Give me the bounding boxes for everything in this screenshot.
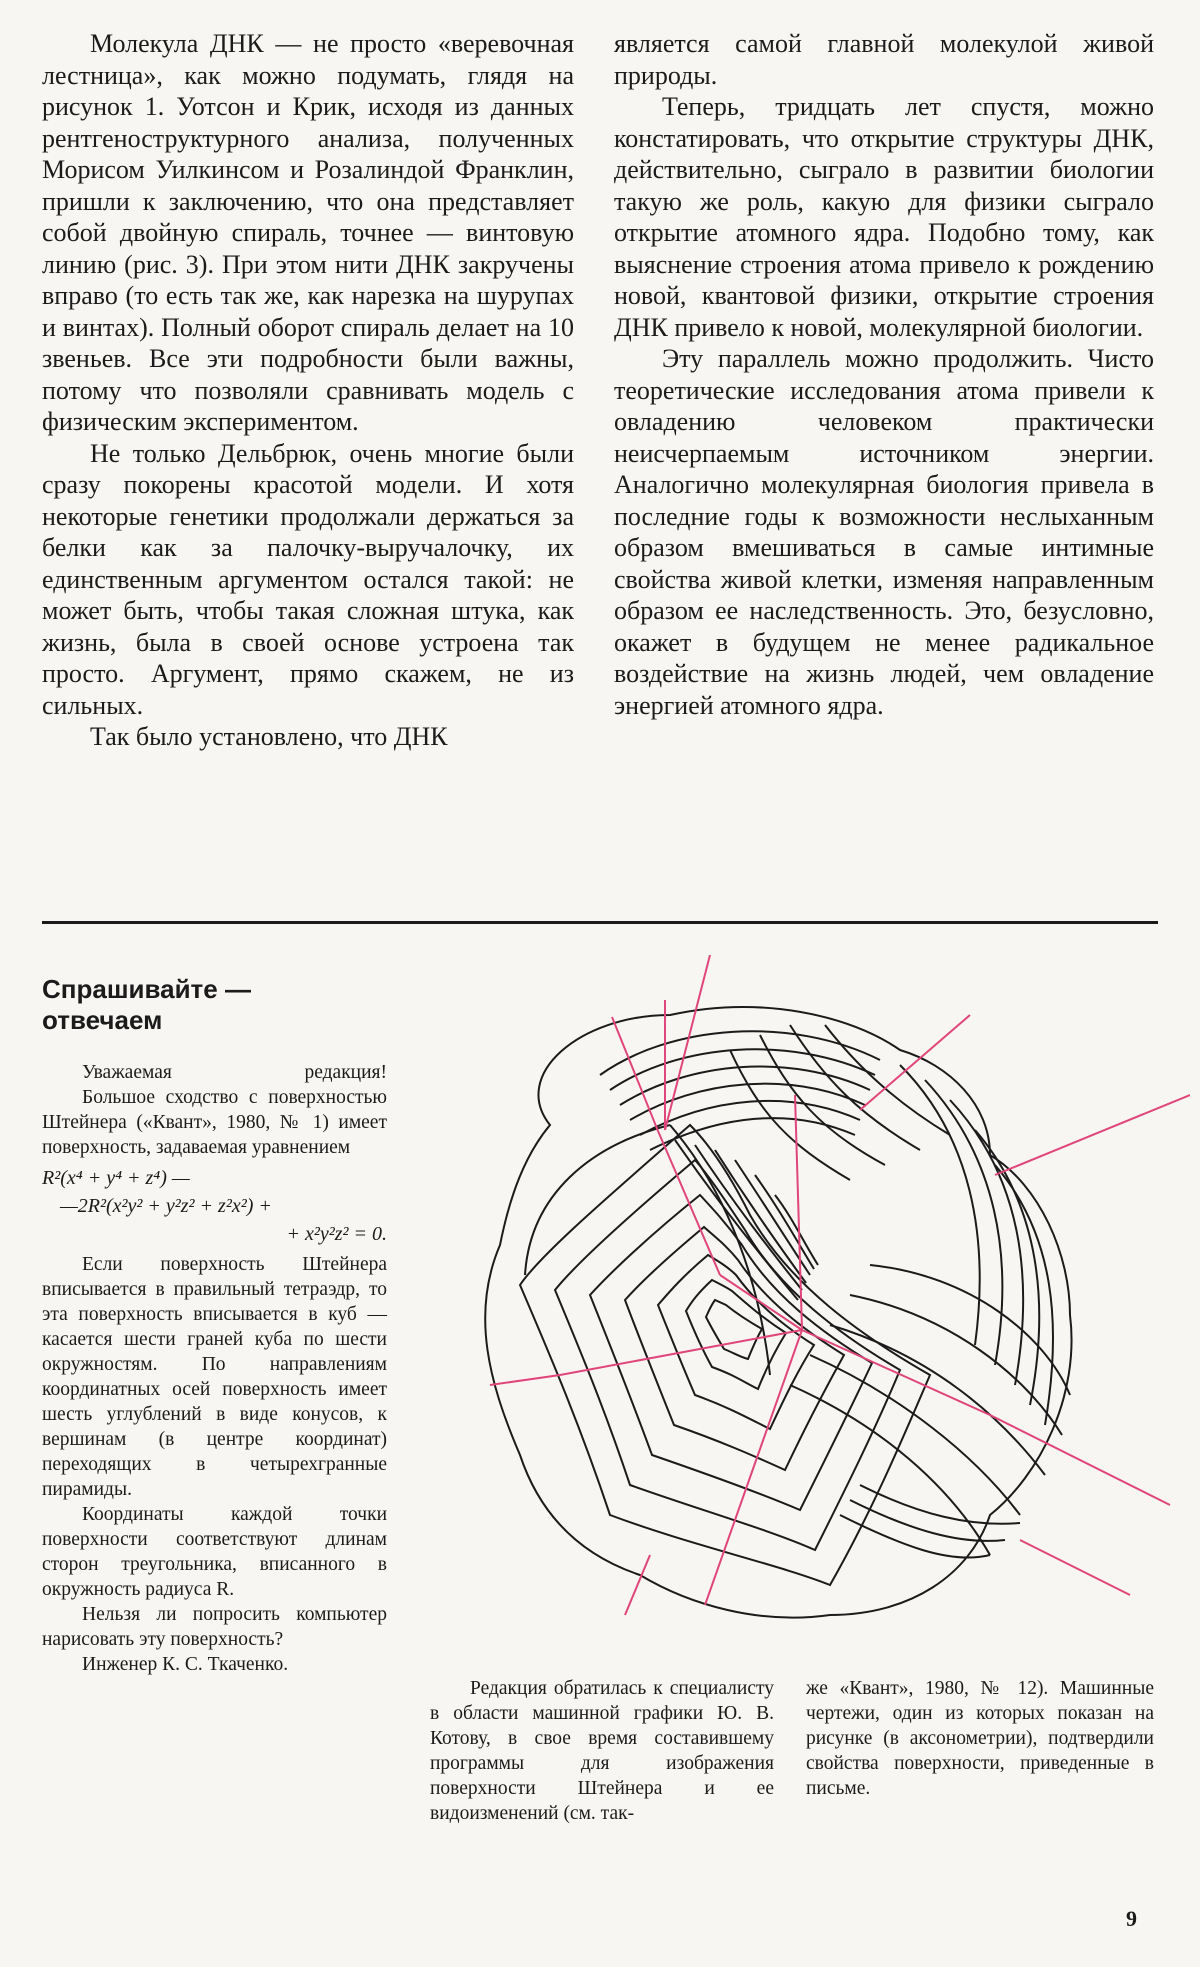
surface-outline (485, 1007, 1071, 1618)
section-divider (42, 921, 1158, 924)
section-heading-line: отвечаем (42, 1005, 163, 1035)
axis-line (560, 1330, 802, 1375)
article-paragraph: Эту параллель можно продолжить. Чисто теоретические исследования атома привели к овладению человеком практически неисчерпаемым источником энергии. Аналогично молекулярная биология привела в последние годы к возможности неслыханным образом вмешиваться в самые интимные свойства живой клетки, изменяя направленным образом ее наследственность. Это, безусловно, окажет в будущем не менее радикальное воздействие на жизнь людей, чем овладение энергией атомного ядра. (614, 344, 1154, 720)
letter-greeting: Уважаемая редакция! (82, 1062, 387, 1083)
axis-line (612, 1017, 658, 1131)
article-paragraph: Молекула ДНК — не просто «веревочная лестница», как можно подумать, глядя на рисунок 1. Уотсон и Крик, исходя из данных рентгеноструктурного анализа, полученных Морисом Уилкинсом и Розалиндой Франклин, пришли к заключению, что она представляет собой двойную спираль, точнее — винтовую линию (рис. 3). При этом нити ДНК закручены вправо (то есть так же, как нарезка на шурупах и винтах). Полный оборот спираль делает на 10 звеньев. Все эти подробности были важны, потому что позволяли сравнивать модель с физическим экспериментом. (42, 29, 574, 436)
section-heading-line: Спрашивайте — (42, 974, 251, 1004)
axis-line (625, 1555, 650, 1615)
figure-caption-part2 (806, 1676, 1154, 1801)
caption-text: же «Квант», 1980, № 12). Машинные чертежи, один из которых показан на рисунке (в аксонометрии), подтвердили свойства поверхности, приведенные в письме. (806, 1678, 1154, 1799)
steiner-surface-figure (430, 955, 1190, 1655)
axis-line (1020, 1540, 1130, 1595)
axis-line (658, 1131, 720, 1275)
figure-caption-part1 (430, 1676, 774, 1826)
page-number: 9 (1126, 1906, 1137, 1931)
letter-signature: Инженер К. С. Ткаченко. (82, 1654, 289, 1675)
axis-line (990, 1415, 1170, 1505)
surface-equation (42, 1164, 387, 1248)
letter-paragraph: Нельзя ли попросить компьютер нарисовать эту поверхность? (42, 1604, 387, 1650)
article-column-left (42, 28, 574, 753)
reader-letter (42, 1060, 387, 1677)
equation-line: —2R²(x²y² + y²z² + z²x²) + (60, 1195, 272, 1217)
axis-line (860, 1015, 970, 1110)
letter-paragraph: Большое сходство с поверхностью Штейнера («Квант», 1980, № 1) имеет поверхность, задаваемая уравнением (42, 1087, 387, 1158)
article-paragraph: Теперь, тридцать лет спустя, можно констатировать, что открытие структуры ДНК, действительно, сыграло в развитии биологии такую же роль, какую для физики сыграло открытие атомного ядра. Подобно тому, как выяснение строения атома привело к рождению новой, квантовой физики, открытие строения ДНК привело к новой, молекулярной биологии. (614, 92, 1154, 342)
article-paragraph: Не только Дельбрюк, очень многие были сразу покорены красотой модели. И хотя некоторые генетики продолжали держаться за белки как за палочку-выручалочку, их единственным аргументом остался такой: не может быть, чтобы такая сложная штука, как жизнь, была в своей основе устроена так просто. Аргумент, прямо скажем, не из сильных. (42, 438, 574, 720)
letter-paragraph: Если поверхность Штейнера вписывается в правильный тетраэдр, то эта поверхность вписывается в куб — касается шести граней куба по шести окружностям. По направлениям координатных осей поверхность имеет шесть углублений в виде конусов, к вершинам (в центре координат) переходящих в четырехгранные пирамиды. (42, 1254, 387, 1500)
caption-text: Редакция обратилась к специалисту в области машинной графики Ю. В. Котову, в свое время составившему программы для изображения поверхности Штейнера и ее видоизменений (см. так- (430, 1678, 774, 1824)
letter-paragraph: Координаты каждой точки поверхности соответствуют длинам сторон треугольника, вписанного в окружность радиуса R. (42, 1504, 387, 1600)
equation-line: + x²y²z² = 0. (286, 1223, 387, 1245)
section-heading (42, 974, 342, 1036)
axis-line (705, 1330, 802, 1605)
axis-line (995, 1095, 1190, 1175)
article-column-right (614, 28, 1154, 721)
equation-line: R²(x⁴ + y⁴ + z⁴) — (42, 1167, 190, 1189)
axis-line (490, 1375, 560, 1385)
article-paragraph: Так было установлено, что ДНК (90, 722, 448, 751)
article-paragraph: является самой главной молекулой живой природы. (614, 29, 1154, 90)
